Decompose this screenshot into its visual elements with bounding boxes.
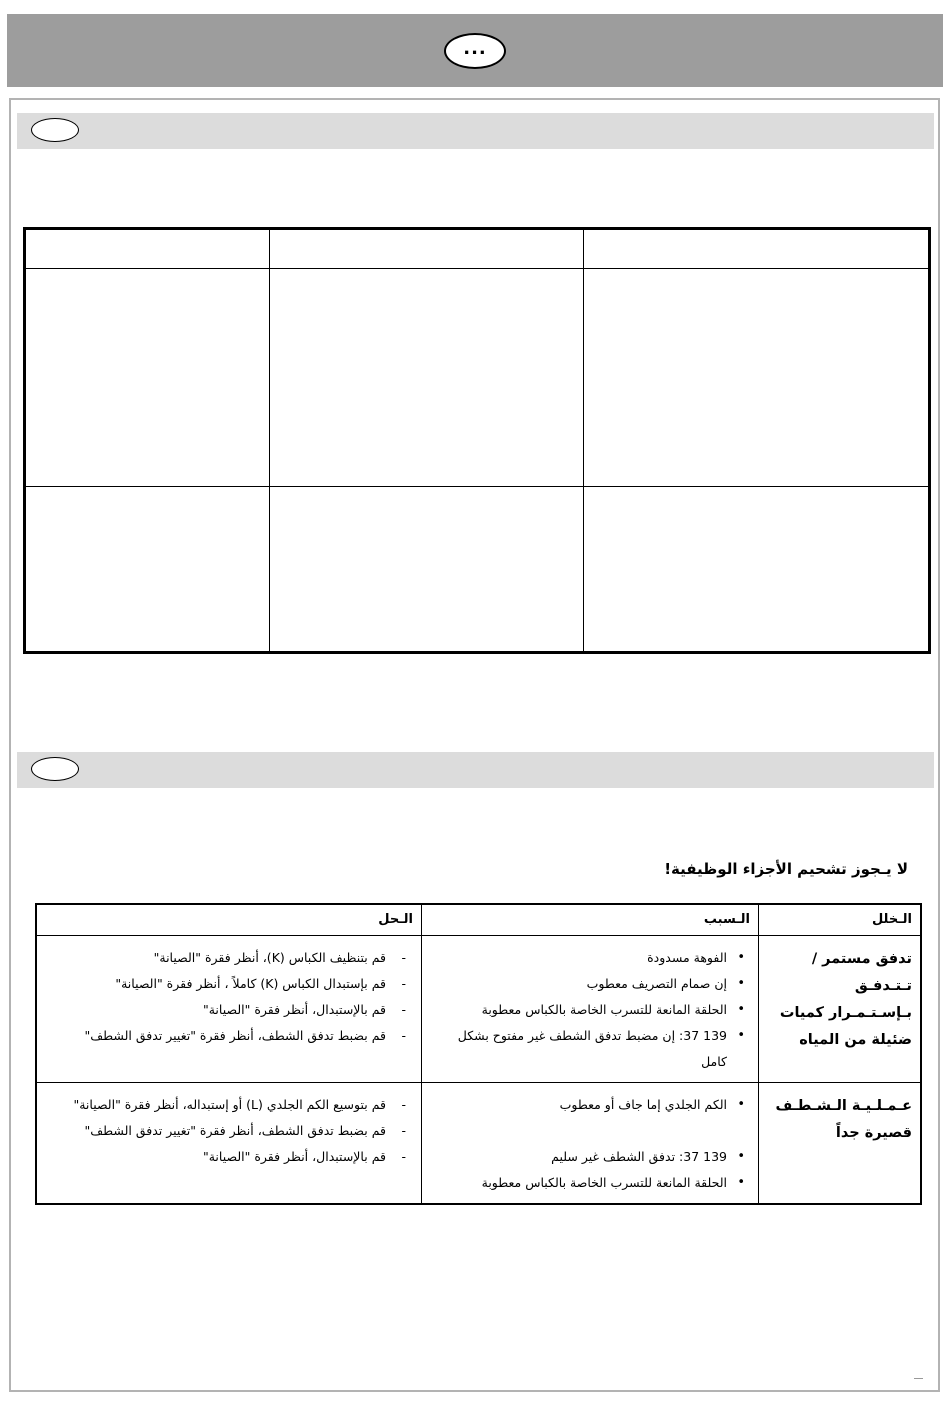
corner-mark bbox=[914, 1378, 923, 1379]
cause-item: • الفوهة مسدودة bbox=[435, 945, 749, 971]
empty-cell bbox=[25, 486, 270, 652]
table-row bbox=[36, 936, 921, 1083]
section-bar-1 bbox=[17, 113, 934, 149]
empty-cell bbox=[584, 229, 930, 269]
solution-item: - قم بضبط تدفق الشطف، أنظر فقرة "تغيير تدفق الشطف" bbox=[46, 1118, 412, 1144]
solution-item: - قم بالإستبدال، أنظر فقرة "الصيانة" bbox=[46, 997, 412, 1023]
section-badge-1 bbox=[31, 118, 79, 142]
empty-cell bbox=[584, 486, 930, 652]
empty-cell bbox=[584, 269, 930, 487]
fault-cell: تدفق مستمر / تـتـدفـق بـإسـتـمـرار كميات ضئيلة من المياه bbox=[759, 936, 922, 1083]
header-fault: الـخلل bbox=[759, 904, 922, 936]
header-solution: الـحل bbox=[36, 904, 422, 936]
section-bar-2 bbox=[17, 752, 934, 788]
empty-cell bbox=[270, 269, 584, 487]
cause-item: • 139 37: تدفق الشطف غير سليم bbox=[435, 1144, 749, 1170]
fault-cell: عـمـلـيـة الـشـطـف قصيرة جداً bbox=[759, 1083, 922, 1205]
solution-item: - قم بإستبدال الكباس (K) كاملاً ، أنظر فقرة "الصيانة" bbox=[46, 971, 412, 997]
cause-item: • الحلقة المانعة للتسرب الخاصة بالكباس معطوبة bbox=[435, 1170, 749, 1196]
solution-item: - قم بتوسيع الكم الجلدي (L) أو إستبداله، أنظر فقرة "الصيانة" bbox=[46, 1092, 412, 1118]
warning-text: لا يـجوز تشحيم الأجزاء الوظيفية! bbox=[664, 860, 908, 878]
empty-cell bbox=[25, 269, 270, 487]
cause-item: • الحلقة المانعة للتسرب الخاصة بالكباس معطوبة bbox=[435, 997, 749, 1023]
section-badge-2 bbox=[31, 757, 79, 781]
table-header-row bbox=[36, 904, 921, 936]
solution-item: - قم بتنظيف الكباس (K)، أنظر فقرة "الصيانة" bbox=[46, 945, 412, 971]
empty-cell bbox=[270, 486, 584, 652]
empty-table bbox=[23, 227, 931, 654]
cause-item: • إن صمام التصريف معطوب bbox=[435, 971, 749, 997]
cause-cell bbox=[422, 936, 759, 1083]
cause-cell bbox=[422, 1083, 759, 1205]
solution-item: - قم بضبط تدفق الشطف، أنظر فقرة "تغيير تدفق الشطف" bbox=[46, 1023, 412, 1049]
solution-item: - قم بالإستبدال، أنظر فقرة "الصيانة" bbox=[46, 1144, 412, 1170]
empty-cell bbox=[25, 229, 270, 269]
cause-item: • 139 37: إن مضبط تدفق الشطف غير مفتوح بشكل كامل bbox=[435, 1023, 749, 1075]
empty-cell bbox=[270, 229, 584, 269]
table-row bbox=[36, 1083, 921, 1205]
solution-cell bbox=[36, 936, 422, 1083]
cause-item: • الكم الجلدي إما جاف أو معطوب bbox=[435, 1092, 749, 1118]
troubleshooting-table bbox=[35, 903, 922, 1205]
header-cause: الـسبب bbox=[422, 904, 759, 936]
header-badge: ... bbox=[444, 33, 506, 69]
solution-cell bbox=[36, 1083, 422, 1205]
